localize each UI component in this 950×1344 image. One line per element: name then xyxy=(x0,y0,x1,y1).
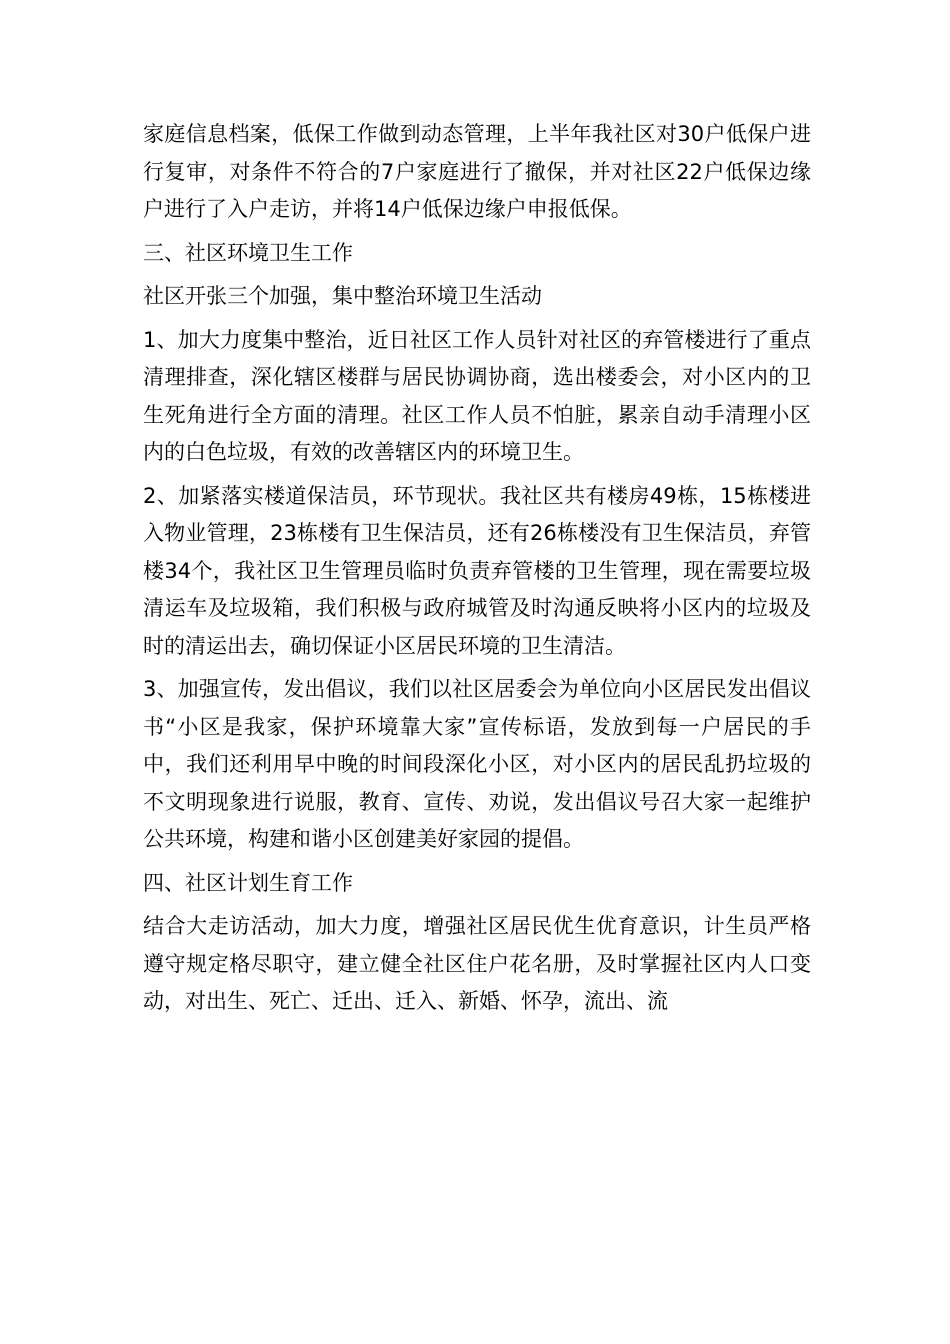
paragraph-three-strengthenings: 社区开张三个加强，集中整治环境卫生活动 xyxy=(143,284,542,308)
paragraph-low-income-archive: 家庭信息档案，低保工作做到动态管理，上半年我社区对30户低保户进行复审，对条件不符合的7户家庭进行了撤保，并对社区22户低保边缘户进行了入户走访，并将14户低保边缘户申报低保。 xyxy=(143,122,811,221)
paragraph-family-planning-visits: 结合大走访活动，加大力度，增强社区居民优生优育意识，计生员严格遵守规定格尽职守，建立健全社区住户花名册，及时掌握社区内人口变动，对出生、死亡、迁出、迁入、新婚、怀孕，流出、流 xyxy=(143,914,811,1013)
heading-environment-sanitation: 三、社区环境卫生工作 xyxy=(143,240,353,265)
paragraph-item-1-centralized-cleanup: 1、加大力度集中整治，近日社区工作人员针对社区的弃管楼进行了重点清理排查，深化辖区楼群与居民协调协商，选出楼委会，对小区内的卫生死角进行全方面的清理。社区工作人员不怕脏，累亲自动手清理小区内的白色垃圾，有效的改善辖区内的环境卫生。 xyxy=(143,327,811,464)
paragraph-item-2-stairway-cleaners: 2、加紧落实楼道保洁员，环节现状。我社区共有楼房49栋，15栋楼进入物业管理，23栋楼有卫生保洁员，还有26栋楼没有卫生保洁员，弃管楼34个，我社区卫生管理员临时负责弃管楼的卫生管理，现在需要垃圾清运车及垃圾箱，我们积极与政府城管及时沟通反映将小区内的垃圾及时的清运出去，确切保证小区居民环境的卫生清洁。 xyxy=(143,483,811,658)
document-body xyxy=(143,116,811,1021)
paragraph-item-3-publicity: 3、加强宣传，发出倡议，我们以社区居委会为单位向小区居民发出倡议书“小区是我家，保护环境靠大家”宣传标语，发放到每一户居民的手中，我们还利用早中晚的时间段深化小区，对小区内的居民乱扔垃圾的不文明现象进行说服，教育、宣传、劝说，发出倡议号召大家一起维护公共环境，构建和谐小区创建美好家园的提倡。 xyxy=(143,677,811,851)
heading-family-planning: 四、社区计划生育工作 xyxy=(143,870,353,895)
